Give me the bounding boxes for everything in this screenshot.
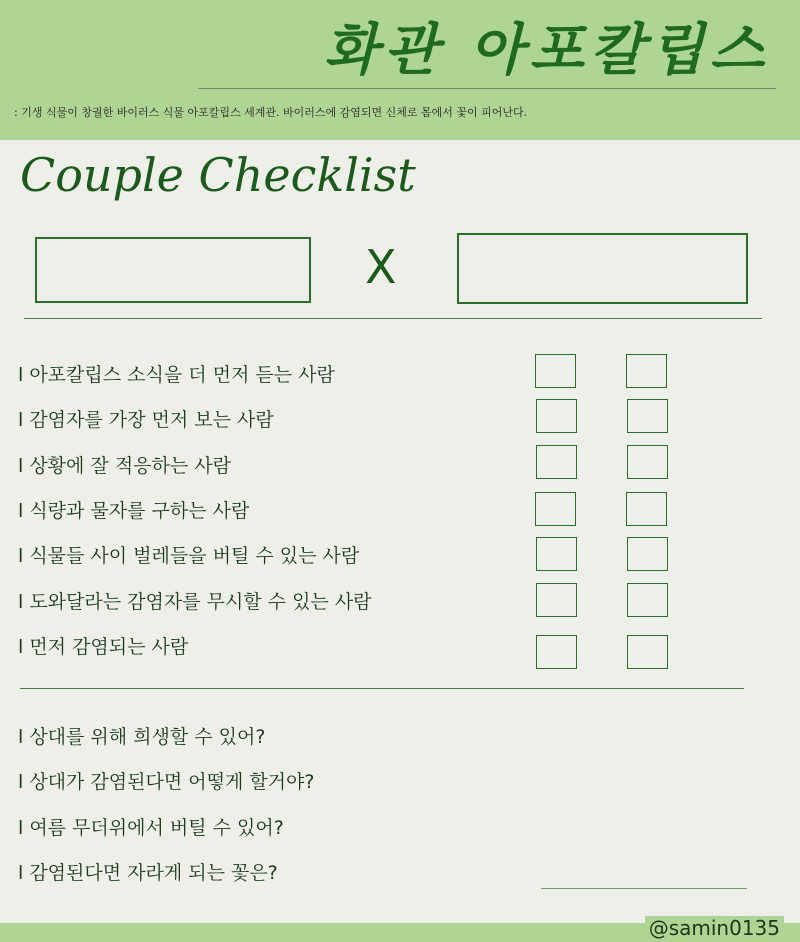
checkbox-item-3-left[interactable] xyxy=(536,445,577,479)
checkbox-item-4-right[interactable] xyxy=(626,492,667,526)
divider-top xyxy=(24,318,762,319)
checkbox-item-1-right[interactable] xyxy=(626,354,667,388)
checklist-item-5: l 식물들 사이 벌레들을 버틸 수 있는 사람 xyxy=(18,545,360,567)
checkbox-item-4-left[interactable] xyxy=(535,492,576,526)
checkbox-item-5-left[interactable] xyxy=(536,537,577,571)
times-symbol: X xyxy=(365,240,397,294)
checklist-item-6: l 도와달라는 감염자를 무시할 수 있는 사람 xyxy=(18,591,372,613)
checkbox-item-3-right[interactable] xyxy=(627,445,668,479)
author-handle: @samin0135 xyxy=(645,916,784,940)
question-1: l 상대를 위해 희생할 수 있어? xyxy=(18,726,266,748)
title-divider xyxy=(198,88,776,89)
checkbox-item-5-right[interactable] xyxy=(627,537,668,571)
name-field-left[interactable] xyxy=(35,237,311,303)
checkbox-item-7-right[interactable] xyxy=(627,635,668,669)
checklist-item-1: l 아포칼립스 소식을 더 먼저 듣는 사람 xyxy=(18,364,335,386)
checklist-item-3: l 상황에 잘 적응하는 사람 xyxy=(18,455,231,477)
header-band xyxy=(0,0,800,140)
checkbox-item-2-right[interactable] xyxy=(627,399,668,433)
checkbox-item-1-left[interactable] xyxy=(535,354,576,388)
divider-middle xyxy=(20,688,744,689)
checkbox-item-6-left[interactable] xyxy=(536,583,577,617)
checklist-title: Couple Checklist xyxy=(20,148,416,202)
checklist-item-2: l 감염자를 가장 먼저 보는 사람 xyxy=(18,409,274,431)
page-title: 화관 아포칼립스 xyxy=(323,17,770,83)
question-4: l 감염된다면 자라게 되는 꽃은? xyxy=(18,862,278,884)
checkbox-item-7-left[interactable] xyxy=(536,635,577,669)
name-field-right[interactable] xyxy=(457,233,748,304)
world-description: : 기생 식물이 창궐한 바이러스 식물 아포칼립스 세계관. 바이러스에 감염되면 신체로 몸에서 꽃이 피어난다. xyxy=(14,106,528,119)
checkbox-item-2-left[interactable] xyxy=(536,399,577,433)
checkbox-item-6-right[interactable] xyxy=(627,583,668,617)
question-3: l 여름 무더위에서 버틸 수 있어? xyxy=(18,817,284,839)
checklist-item-4: l 식량과 물자를 구하는 사람 xyxy=(18,500,250,522)
checklist-item-7: l 먼저 감염되는 사람 xyxy=(18,636,189,658)
answer-line xyxy=(541,888,747,889)
question-2: l 상대가 감염된다면 어떻게 할거야? xyxy=(18,771,315,793)
